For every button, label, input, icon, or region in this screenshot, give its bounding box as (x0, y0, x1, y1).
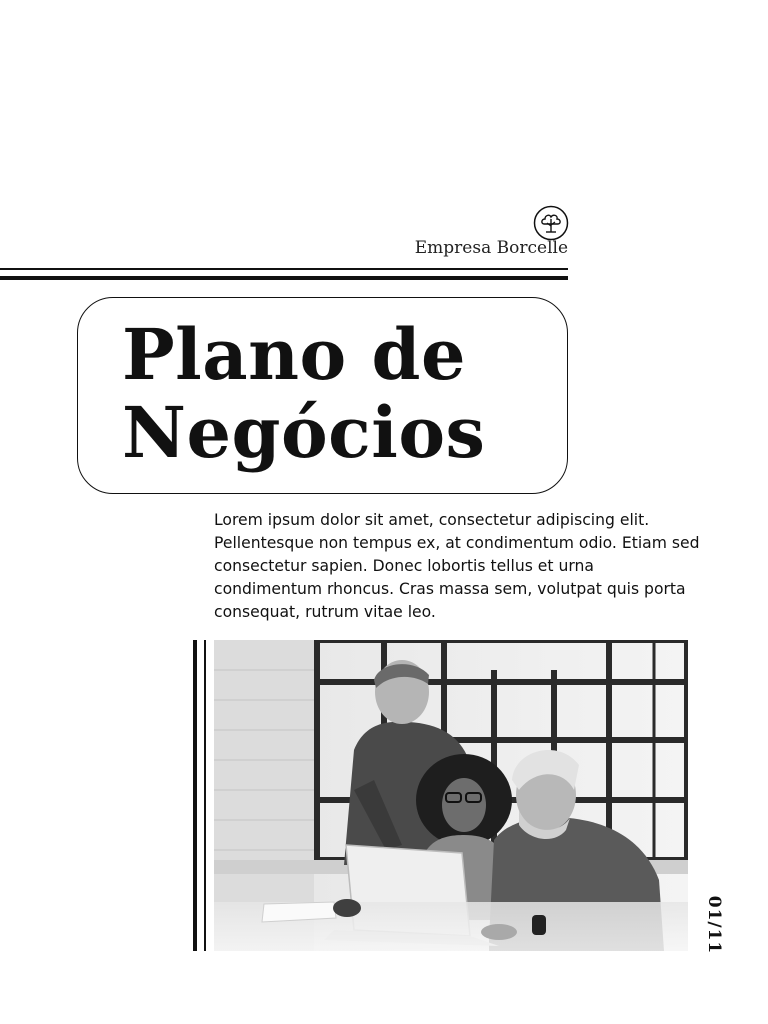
body-paragraph: Lorem ipsum dolor sit amet, consectetur adipiscing elit. Pellentesque non tempus ex, at condimentum odio. Etiam sed consectetur sapien. Donec lobortis tellus et urna condimentum rhoncus. Cras massa sem, volutpat quis porta consequat, rutrum vitae leo. (214, 511, 700, 621)
company-name: Empresa Borcelle (414, 238, 568, 258)
vertical-bar-thick (193, 640, 197, 951)
page-number: 01/11 (704, 895, 724, 955)
title-line-2: Negócios (122, 391, 486, 474)
tree-icon (533, 205, 569, 241)
team-photo (214, 640, 688, 951)
vertical-bar-thin (204, 640, 206, 951)
divider-thin (0, 268, 568, 270)
divider-thick (0, 276, 568, 280)
page-title (122, 313, 486, 474)
title-line-1: Plano de (122, 313, 467, 396)
